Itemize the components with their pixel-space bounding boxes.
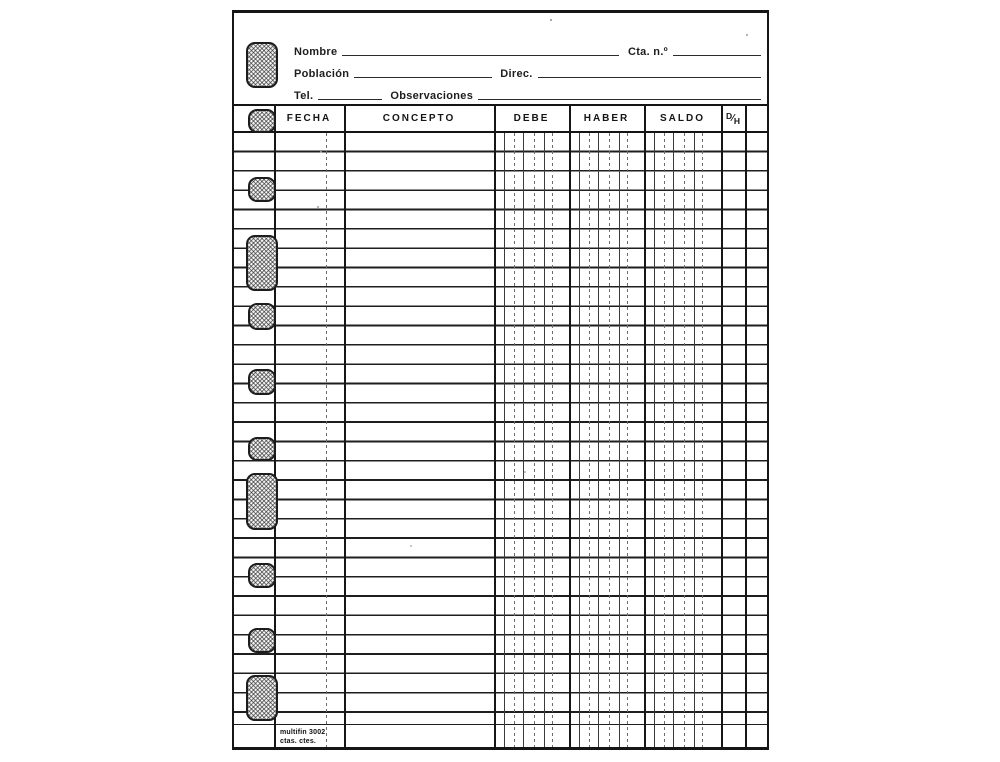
punch-hole [246,42,278,88]
debe-column-header: DEBE [513,113,550,124]
end-column-header [745,106,767,131]
poblacion-line [354,76,492,78]
table-header-row [234,104,767,133]
tel-label: Tel. [294,90,314,102]
cta-label: Cta. n.º [627,46,668,58]
direc-line [538,76,761,78]
observaciones-label: Observaciones [390,90,474,102]
nombre-line [342,54,619,56]
scan-specks [234,13,236,15]
nombre-label: Nombre [294,46,338,58]
ledger-short-row [234,713,767,725]
fecha-column-header: FECHA [286,113,332,124]
dh-haber-initial: H [733,115,740,126]
product-name: multifin 3002 [280,729,326,736]
dh-slash: ⁄ [732,113,734,124]
fecha-subdivider-line [326,133,327,747]
cta-line [673,54,761,56]
header-line-3 [294,84,761,102]
ledger-rows [234,133,767,713]
tel-line [318,98,382,100]
header-line-1 [294,40,761,58]
footer-row [234,725,767,747]
observaciones-line [478,98,761,100]
direc-label: Direc. [500,68,533,80]
concepto-column-header: CONCEPTO [382,113,456,124]
poblacion-label: Población [294,68,350,80]
product-type: ctas. ctes. [280,737,317,745]
product-imprint [280,729,344,747]
punch-column-header [234,106,274,131]
saldo-column-header: SALDO [660,113,705,124]
dh-debe-initial: D [726,110,733,121]
dh-column-header [721,106,745,131]
haber-column-header: HABER [583,113,630,124]
ledger-sheet [232,10,769,750]
header-line-2 [294,62,761,80]
